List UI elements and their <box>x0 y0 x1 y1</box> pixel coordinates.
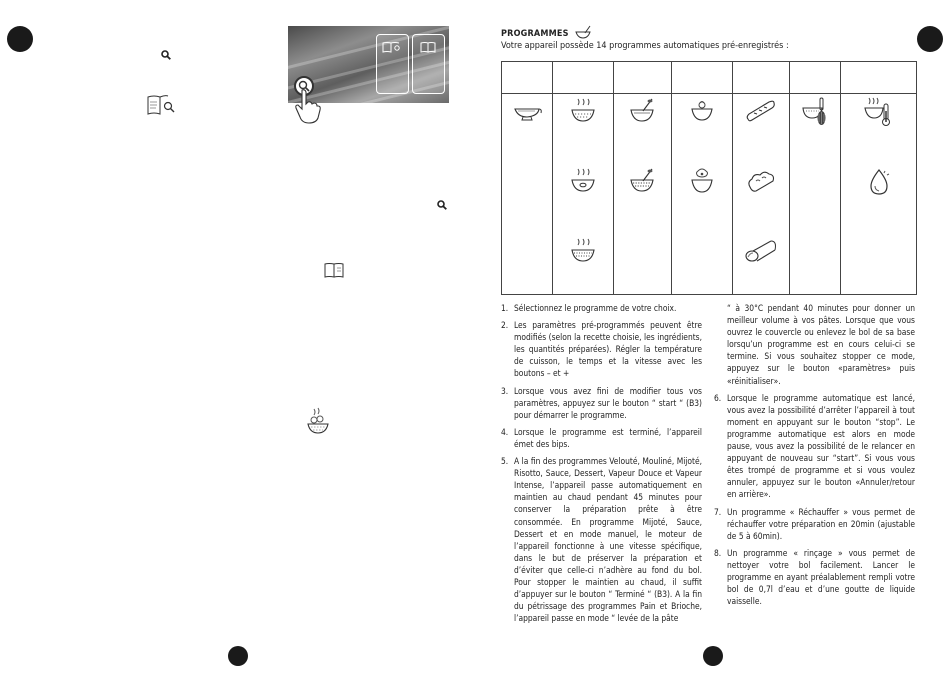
table-cell <box>553 94 614 295</box>
water-drop-icon <box>867 167 891 201</box>
list-item: 5. A la fin des programmes Velouté, Mouliné, Mijoté, Risotto, Sauce, Dessert, Vapeur Douce et Vapeur Intense, l’appareil passe automatiquement en maintien au chaud pendant 45 minutes pour conserver la préparation prête à être consommée. En programme Mijoté, Sauce, Dessert et en mode manuel, le moteur de l’appareil fonctionne à une vitesse spécifique, dans le but de préserver la préparation et d’éviter que celle-ci n’adhère au fond du bol. Pour stopper le maintien au chaud, il suffit d’appuyer sur le bouton “ Terminé “ (B3). A la fin du pétrissage des programmes Pain et Brioche, l’appareil passe en mode “ levée de la pâte <box>501 456 702 624</box>
table-header-cell <box>614 62 671 94</box>
table-cell <box>671 94 732 295</box>
mixing-bowl-ladle-icon <box>628 97 656 129</box>
list-item: 8. Un programme « rinçage » vous permet de nettoyer votre bol facilement. Lancer le programme en ayant préalablement rempli votre bol de 0,7l d’eau et d’une goutte de liquide vaisselle. <box>714 547 915 607</box>
baguette-icon <box>744 99 778 127</box>
steaming-salad-bowl-icon <box>305 407 331 435</box>
screen-card <box>376 34 409 94</box>
recipe-book-icon <box>323 262 345 279</box>
section-subtitle: Votre appareil possède 14 programmes automatiques pré-enregistrés : <box>501 41 789 51</box>
brioche-icon <box>744 167 778 199</box>
list-item: 1. Sélectionnez le programme de votre choix. <box>501 303 677 313</box>
page-number-dot <box>228 646 248 666</box>
table-header-cell <box>671 62 732 94</box>
table-cell <box>841 94 917 295</box>
page-number-dot <box>703 646 723 666</box>
steps-column-1 <box>501 302 702 629</box>
gravy-boat-icon <box>512 102 542 126</box>
steaming-bowl-bean-icon <box>569 167 597 199</box>
search-icon <box>161 50 171 60</box>
search-icon <box>437 200 447 210</box>
steaming-bowl-dots-icon <box>569 237 597 269</box>
table-header-cell <box>553 62 614 94</box>
mixing-bowl-ladle-dots-icon <box>628 167 656 199</box>
list-item: 7. Un programme « Réchauffer » vous permet de réchauffer votre préparation en 20min (ajustable de 5 à 60min). <box>714 506 915 541</box>
rolling-pin-icon <box>743 237 779 269</box>
table-header-cell <box>789 62 840 94</box>
steaming-bowl-icon <box>569 97 597 129</box>
list-item: 3. Lorsque vous avez fini de modifier tous vos paramètres, appuyez sur le bouton “ start “ (B3) pour démarrer le programme. <box>501 385 702 420</box>
page-marker-dot <box>917 26 943 52</box>
whisk-bowl-icon <box>574 25 592 39</box>
steps-list <box>501 302 702 624</box>
dessert-bowl-icon <box>688 97 716 129</box>
steps-column-2 <box>714 302 915 612</box>
programmes-table <box>501 61 917 295</box>
steps-list <box>714 392 915 608</box>
continuation-paragraph: “ à 30°C pendant 40 minutes pour donner un meilleur volume à vos pâtes. Lorsque que vous ouvrez le couvercle ou enlevez le bol de sa base lorsqu’un programme est en cours celui-ci se termine. Si vous souhaitez stopper ce mode, appuyez sur le bouton «paramètres» puis «réinitialiser». <box>727 303 915 386</box>
list-item: 4. Lorsque le programme est terminé, l’appareil émet des bips. <box>501 426 702 449</box>
bowl-thermometer-icon <box>863 96 895 132</box>
table-cell <box>502 94 553 295</box>
pointing-hand-icon <box>292 88 322 124</box>
table-header-cell <box>502 62 553 94</box>
list-item: 2. Les paramètres pré-programmés peuvent être modifiés (selon la recette choisie, les ingrédients, les quantités préparées). Régler la température de cuisson, le temps et la vitesse avec les boutons – et + <box>501 320 702 379</box>
section-title: PROGRAMMES <box>501 25 592 39</box>
recipe-book-search-icon <box>146 94 176 116</box>
table-header-cell <box>841 62 917 94</box>
list-item: 6. Lorsque le programme automatique est lancé, vous avez la possibilité d’arrêter l’appareil à tout moment en appuyant sur le bouton “stop”. Le programme automatique est alors en mode pause, vous avez la possibilité de le relancer en appuyant de nouveau sur “start”. Si vous vous êtes trompé de programme et si vous voulez annuler, appuyez sur le bouton «Annuler/retour en arrière». <box>714 392 915 500</box>
cake-bowl-icon <box>688 167 716 201</box>
table-cell <box>614 94 671 295</box>
whisk-bowl-icon <box>800 96 830 132</box>
table-cell <box>732 94 789 295</box>
table-cell <box>789 94 840 295</box>
page-marker-dot <box>7 26 33 52</box>
table-header-cell <box>732 62 789 94</box>
screen-card <box>412 34 445 94</box>
